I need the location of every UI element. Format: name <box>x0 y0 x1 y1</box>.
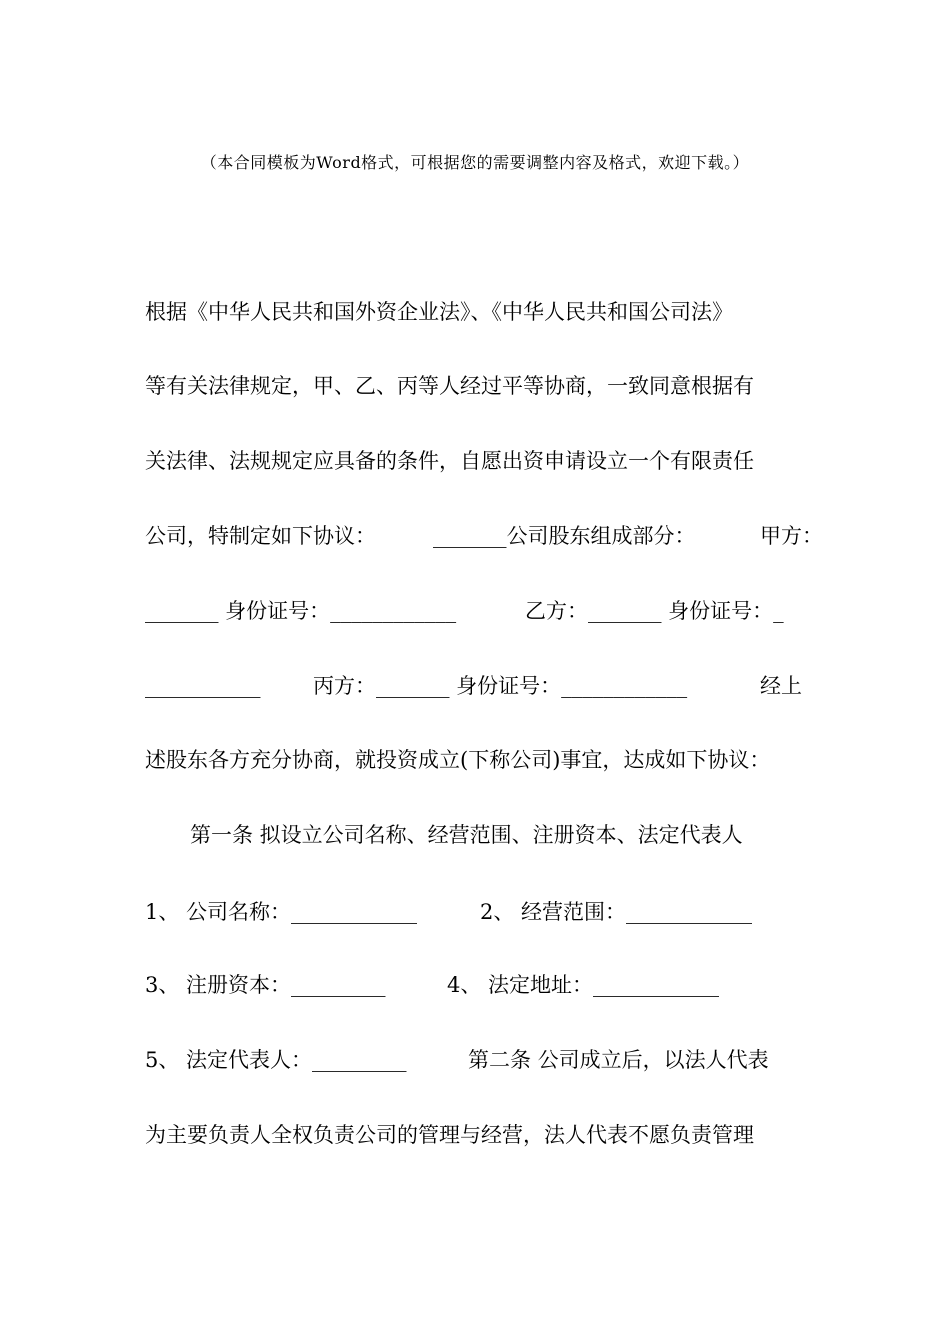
paragraph-line-7: 述股东各方充分协商，就投资成立(下称公司)事宜，达成如下协议： <box>145 748 771 772</box>
business-scope-field: 2、 经营范围：____________ <box>480 900 753 924</box>
paragraph-line-1: 根据《中华人民共和国外资企业法》、《中华人民共和国公司法》 <box>145 300 733 324</box>
paragraph-line-2: 等有关法律规定，甲、乙、丙等人经过平等协商，一致同意根据有 <box>145 374 754 398</box>
company-name-field: 1、 公司名称：____________ <box>145 900 418 924</box>
template-note: （本合同模板为Word格式，可根据您的需要调整内容及格式，欢迎下载。） <box>200 153 750 172</box>
article-2-start: 第二条 公司成立后，以法人代表 <box>468 1048 769 1072</box>
agreement-intro: 公司，特制定如下协议： <box>145 524 376 548</box>
registered-capital-field: 3、 注册资本：_________ <box>145 973 386 997</box>
legal-address-field: 4、 法定地址：____________ <box>447 973 720 997</box>
party-c-fields: 丙方：_______ 身份证号：____________ <box>313 674 688 698</box>
continuation-text: 经上 <box>760 674 802 698</box>
party-a-id-field: _______ 身份证号：____________ <box>145 599 457 623</box>
party-b-id-blank: ___________ <box>145 674 261 698</box>
legal-representative-field: 5、 法定代表人：_________ <box>145 1048 407 1072</box>
party-a-label: 甲方： <box>760 524 823 548</box>
paragraph-line-12: 为主要负责人全权负责公司的管理与经营，法人代表不愿负责管理 <box>145 1123 754 1147</box>
paragraph-line-3: 关法律、法规规定应具备的条件，自愿出资申请设立一个有限责任 <box>145 449 754 473</box>
party-b-fields: 乙方：_______ 身份证号：_ <box>525 599 784 623</box>
shareholders-heading: _______公司股东组成部分： <box>433 524 696 548</box>
article-1-heading: 第一条 拟设立公司名称、经营范围、注册资本、法定代表人 <box>190 823 743 847</box>
